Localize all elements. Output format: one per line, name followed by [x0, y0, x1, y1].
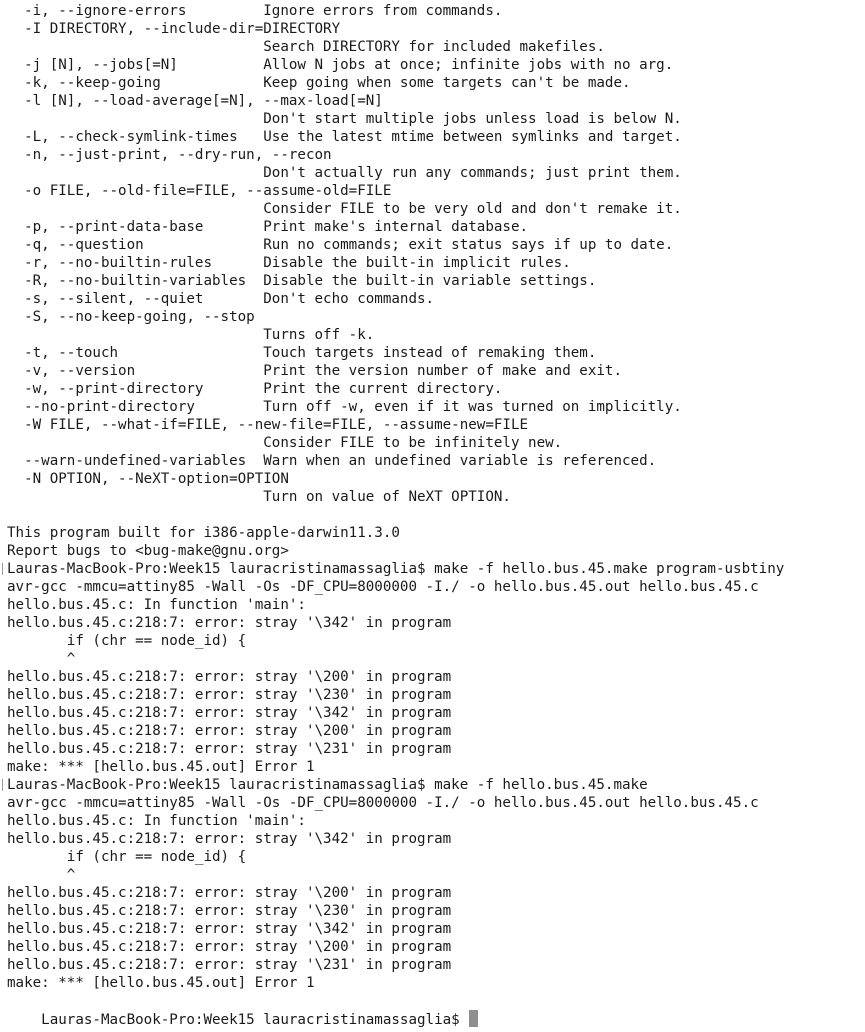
terminal-line: Report bugs to <bug-make@gnu.org>: [7, 543, 289, 559]
terminal-line: [7, 506, 784, 524]
shell-prompt: Lauras-MacBook-Pro:Week15 lauracristinamassaglia$: [41, 1012, 469, 1028]
terminal-line: hello.bus.45.c:218:7: error: stray '\342' in program: [7, 705, 452, 721]
terminal-line: -k, --keep-going Keep going when some targets can't be made.: [7, 75, 631, 91]
terminal-line: avr-gcc -mmcu=attiny85 -Wall -Os -DF_CPU=8000000 -I./ -o hello.bus.45.out hello.bus.45.c: [7, 795, 759, 811]
terminal-line: Don't start multiple jobs unless load is below N.: [7, 111, 682, 127]
terminal-line: hello.bus.45.c:218:7: error: stray '\342' in program: [7, 615, 452, 631]
terminal-line: -R, --no-builtin-variables Disable the built-in variable settings.: [7, 273, 597, 289]
terminal-line: --warn-undefined-variables Warn when an undefined variable is referenced.: [7, 453, 657, 469]
terminal-line: hello.bus.45.c: In function 'main':: [7, 597, 306, 613]
terminal-line: -I DIRECTORY, --include-dir=DIRECTORY: [7, 21, 341, 37]
terminal-line: -S, --no-keep-going, --stop: [7, 309, 255, 325]
terminal-line: make: *** [hello.bus.45.out] Error 1: [7, 759, 315, 775]
terminal-line: Lauras-MacBook-Pro:Week15 lauracristinamassaglia$ make -f hello.bus.45.make: [7, 777, 648, 793]
terminal-line: -q, --question Run no commands; exit status says if up to date.: [7, 237, 674, 253]
terminal-line: Consider FILE to be infinitely new.: [7, 435, 563, 451]
terminal-line: hello.bus.45.c:218:7: error: stray '\200' in program: [7, 885, 452, 901]
terminal-line: hello.bus.45.c:218:7: error: stray '\230' in program: [7, 903, 452, 919]
terminal-line: avr-gcc -mmcu=attiny85 -Wall -Os -DF_CPU=8000000 -I./ -o hello.bus.45.out hello.bus.45.c: [7, 579, 759, 595]
terminal-line: hello.bus.45.c:218:7: error: stray '\231' in program: [7, 741, 452, 757]
terminal-line: -s, --silent, --quiet Don't echo commands.: [7, 291, 435, 307]
terminal-line: hello.bus.45.c:218:7: error: stray '\342' in program: [7, 921, 452, 937]
terminal-line: -w, --print-directory Print the current directory.: [7, 381, 503, 397]
terminal-line: -t, --touch Touch targets instead of remaking them.: [7, 345, 597, 361]
terminal-line: -o FILE, --old-file=FILE, --assume-old=FILE: [7, 183, 392, 199]
terminal-line: -v, --version Print the version number of make and exit.: [7, 363, 622, 379]
terminal-line: make: *** [hello.bus.45.out] Error 1: [7, 975, 315, 991]
terminal-line: -W FILE, --what-if=FILE, --new-file=FILE, --assume-new=FILE: [7, 417, 529, 433]
terminal-line: --no-print-directory Turn off -w, even if it was turned on implicitly.: [7, 399, 682, 415]
terminal-line: ^: [7, 867, 76, 883]
terminal-line: Search DIRECTORY for included makefiles.: [7, 39, 605, 55]
command-mark: [2, 779, 3, 791]
terminal-line: hello.bus.45.c:218:7: error: stray '\230' in program: [7, 687, 452, 703]
terminal-line: if (chr == node_id) {: [7, 633, 247, 649]
terminal-line: -r, --no-builtin-rules Disable the built-in implicit rules.: [7, 255, 571, 271]
terminal-line: Turns off -k.: [7, 327, 375, 343]
text-cursor: [469, 1010, 478, 1027]
terminal-line: hello.bus.45.c:218:7: error: stray '\200' in program: [7, 939, 452, 955]
terminal-line: -p, --print-data-base Print make's internal database.: [7, 219, 529, 235]
terminal-line: hello.bus.45.c:218:7: error: stray '\342' in program: [7, 831, 452, 847]
terminal-line: This program built for i386-apple-darwin11.3.0: [7, 525, 400, 541]
terminal-line: -n, --just-print, --dry-run, --recon: [7, 147, 332, 163]
terminal-line: hello.bus.45.c:218:7: error: stray '\200' in program: [7, 669, 452, 685]
terminal-line: -N OPTION, --NeXT-option=OPTION: [7, 471, 289, 487]
terminal-line: -i, --ignore-errors Ignore errors from commands.: [7, 3, 503, 19]
command-mark: [2, 563, 3, 575]
terminal-line: ^: [7, 651, 76, 667]
terminal-line: -l [N], --load-average[=N], --max-load[=N]: [7, 93, 383, 109]
terminal-line: -L, --check-symlink-times Use the latest mtime between symlinks and target.: [7, 129, 682, 145]
terminal-line: Turn on value of NeXT OPTION.: [7, 489, 511, 505]
terminal-line: if (chr == node_id) {: [7, 849, 247, 865]
terminal-line: Don't actually run any commands; just print them.: [7, 165, 682, 181]
terminal-line: Consider FILE to be very old and don't remake it.: [7, 201, 682, 217]
prompt-line[interactable]: [7, 992, 478, 1028]
terminal-line: hello.bus.45.c: In function 'main':: [7, 813, 306, 829]
terminal-output: [7, 2, 784, 992]
terminal-line: hello.bus.45.c:218:7: error: stray '\231' in program: [7, 957, 452, 973]
terminal-line: -j [N], --jobs[=N] Allow N jobs at once; infinite jobs with no arg.: [7, 57, 674, 73]
terminal-line: hello.bus.45.c:218:7: error: stray '\200' in program: [7, 723, 452, 739]
terminal-line: Lauras-MacBook-Pro:Week15 lauracristinamassaglia$ make -f hello.bus.45.make program-usbtiny: [7, 561, 785, 577]
